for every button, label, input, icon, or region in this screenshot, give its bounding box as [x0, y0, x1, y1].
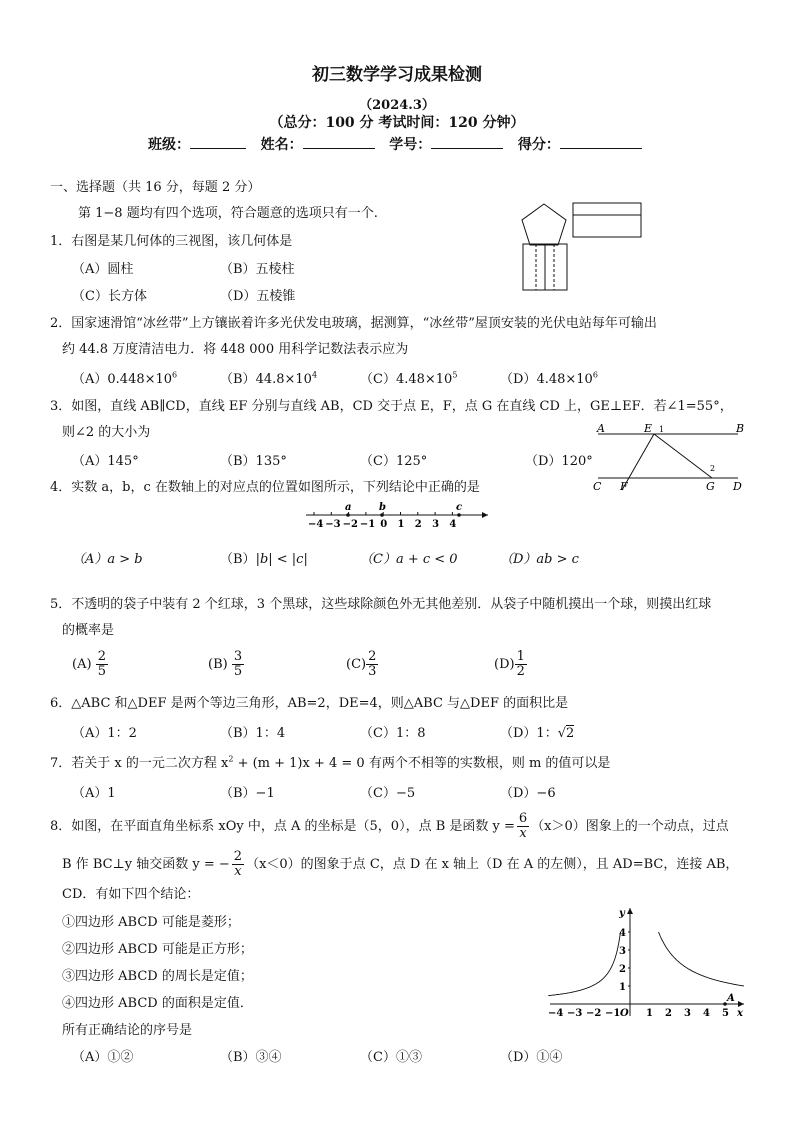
- section-heading: 一、选择题（共 16 分，每题 2 分）: [50, 180, 261, 195]
- q6-option-a[interactable]: （A）1：2: [72, 726, 137, 741]
- q6-option-d[interactable]: （D）1：√2: [500, 726, 575, 741]
- score-field[interactable]: [560, 136, 642, 149]
- origin-label: O: [620, 1008, 629, 1019]
- q1-stem: 1．右图是某几何体的三视图，该几何体是: [50, 234, 293, 249]
- svg-text:E: E: [644, 422, 653, 435]
- y-tick-label: 2: [619, 964, 626, 975]
- q3-option-c[interactable]: （C）125°: [360, 454, 428, 469]
- point-a-label: A: [727, 993, 735, 1004]
- three-view-figure: [515, 198, 645, 294]
- q4-option-b[interactable]: （B）|b| < |c|: [220, 552, 308, 567]
- q8-option-a[interactable]: （A）①②: [72, 1050, 134, 1065]
- x-tick-label: 5: [722, 1008, 729, 1019]
- q1-option-b[interactable]: （B）五棱柱: [220, 262, 295, 277]
- q5-option-d[interactable]: (D) $\frac{1}{2}$: [494, 649, 525, 679]
- q7-option-a[interactable]: （A）1: [72, 786, 116, 801]
- q7-option-d[interactable]: （D）−6: [500, 786, 556, 801]
- q6-option-b[interactable]: （B）1：4: [220, 726, 286, 741]
- x-axis-label: x: [737, 1008, 743, 1019]
- number-line-figure: [302, 498, 492, 530]
- svg-text:C: C: [593, 480, 602, 493]
- curve-negative: [548, 932, 620, 996]
- q2-option-c[interactable]: $(C)4.48\times 10^5$: [360, 370, 458, 387]
- q5-line1: 5．不透明的袋子中装有 2 个红球，3 个黑球，这些球除颜色外无其他差别．从袋子中随机摸出一个球，则摸出红球: [50, 597, 712, 612]
- name-label: 姓名：: [260, 137, 303, 153]
- number-line-tick-label: 1: [397, 519, 405, 530]
- q8-conclusion-2: ②四边形 ABCD 可能是正方形；: [62, 942, 253, 957]
- exam-date: （2024.3）: [359, 98, 435, 113]
- number-line-tick-label: −2: [342, 519, 358, 530]
- score-label: 得分：: [517, 137, 560, 153]
- curve-positive: [659, 932, 745, 986]
- q5-option-b[interactable]: (B) $\frac{3}{5}$: [208, 649, 243, 679]
- q5-option-c[interactable]: (C) $\frac{2}{3}$: [346, 649, 377, 679]
- svg-text:A: A: [597, 422, 605, 435]
- svg-text:b: b: [379, 502, 386, 513]
- q1-option-c[interactable]: （C）长方体: [72, 289, 147, 304]
- q8-line1: 8．如图，在平面直角坐标系 xOy 中，点 A 的坐标是（5，0），点 B 是函数 y = $\frac{6}{x}$ （x＞0）图象上的一个动点，过点: [50, 811, 729, 841]
- inverse-function-graph: [544, 904, 750, 1022]
- q7-option-c[interactable]: （C）−5: [360, 786, 416, 801]
- svg-text:B: B: [736, 422, 745, 435]
- q3-line2: 则∠2 的大小为: [62, 425, 151, 440]
- y-tick-label: 3: [619, 946, 626, 957]
- section-instruction: 第 1−8 题均有四个选项，符合题意的选项只有一个.: [78, 206, 378, 221]
- x-tick-label: −3: [567, 1008, 583, 1019]
- q8-option-c[interactable]: （C）①③: [360, 1050, 422, 1065]
- q8-conclusion-4: ④四边形 ABCD 的面积是定值．: [62, 996, 253, 1011]
- q1-option-a[interactable]: （A）圆柱: [72, 262, 134, 277]
- q8-ask: 所有正确结论的序号是: [62, 1023, 193, 1038]
- q1-option-d[interactable]: （D）五棱锥: [220, 289, 296, 304]
- q2-line2: 约 44.8 万度清洁电力．将 448 000 用科学记数法表示应为: [62, 342, 409, 357]
- number-line-tick-label: 0: [380, 519, 388, 530]
- number-line-tick-label: −1: [359, 519, 376, 530]
- q3-option-a[interactable]: （A）145°: [72, 454, 139, 469]
- svg-text:D: D: [733, 480, 742, 493]
- class-label: 班级：: [148, 137, 190, 153]
- number-line-tick-label: 4: [449, 519, 457, 530]
- y-axis-label: y: [619, 908, 625, 919]
- class-field[interactable]: [190, 136, 246, 149]
- q8-conclusion-3: ③四边形 ABCD 的周长是定值；: [62, 969, 253, 984]
- number-line-tick-label: 2: [414, 519, 422, 530]
- q2-option-a[interactable]: $(A)0.448\times 10^6$: [72, 370, 178, 387]
- q5-option-a[interactable]: (A) $\frac{2}{5}$: [72, 649, 106, 679]
- x-tick-label: 3: [684, 1008, 691, 1019]
- number-line-tick-label: 3: [432, 519, 440, 530]
- x-tick-label: −4: [548, 1008, 564, 1019]
- page-title: 初三数学学习成果检测: [312, 65, 482, 85]
- number-line-tick-label: −3: [325, 519, 341, 530]
- y-tick-label: 4: [619, 928, 626, 939]
- exam-meta: （总分：100 分 考试时间：120 分钟）: [269, 115, 525, 131]
- id-field[interactable]: [431, 136, 503, 149]
- parallel-lines-figure: [588, 420, 748, 496]
- q6-stem: 6．△ABC 和△DEF 是两个等边三角形，AB=2，DE=4，则△ABC 与△DEF 的面积比是: [50, 696, 569, 711]
- q4-option-d[interactable]: （D）ab > c: [500, 552, 579, 567]
- q2-line1: 2．国家速滑馆“冰丝带”上方镶嵌着许多光伏发电玻璃，据测算，“冰丝带”屋顶安装的光伏电站每年可输出: [50, 316, 657, 331]
- q4-stem: 4．实数 a，b，c 在数轴上的对应点的位置如图所示，下列结论中正确的是: [50, 480, 480, 495]
- q8-conclusion-1: ①四边形 ABCD 可能是菱形；: [62, 915, 240, 930]
- q4-option-c[interactable]: （C）a + c < 0: [360, 552, 458, 567]
- svg-text:a: a: [345, 502, 352, 513]
- q8-line3: CD．有如下四个结论：: [62, 887, 200, 902]
- q3-option-b[interactable]: （B）135°: [220, 454, 287, 469]
- svg-text:F: F: [620, 480, 628, 493]
- svg-text:2: 2: [710, 464, 716, 473]
- rect-view: [573, 203, 641, 237]
- q7-stem: 7．若关于 x 的一元二次方程 $x^2 + (m + 1)x + 4 = 0$ 有两个不相等的实数根，则 m 的值可以是: [50, 754, 611, 771]
- x-tick-label: 4: [703, 1008, 710, 1019]
- q3-line1: 3．如图，直线 AB∥CD，直线 EF 分别与直线 AB，CD 交于点 E，F，点 G 在直线 CD 上，GE⊥EF．若∠1=55°，: [50, 399, 733, 414]
- q2-option-b[interactable]: $(B)44.8\times 10^4$: [220, 370, 318, 387]
- x-tick-label: 1: [646, 1008, 653, 1019]
- y-tick-label: 1: [619, 982, 626, 993]
- q2-option-d[interactable]: $(D)4.48\times 10^6$: [500, 370, 598, 387]
- svg-text:G: G: [706, 480, 715, 493]
- q8-line2: B 作 BC⊥y 轴交函数 y = − $\frac{2}{x}$ （x＜0）的图象于点 C，点 D 在 x 轴上（D 在 A 的左侧），且 AD=BC，连接 AB，: [62, 849, 739, 879]
- svg-text:c: c: [456, 502, 463, 513]
- student-info-row: [148, 134, 642, 154]
- q8-option-b[interactable]: （B）③④: [220, 1050, 282, 1065]
- x-tick-label: −2: [586, 1008, 602, 1019]
- x-tick-label: −1: [605, 1008, 621, 1019]
- q5-line2: 的概率是: [62, 623, 115, 638]
- q6-option-c[interactable]: （C）1：8: [360, 726, 426, 741]
- svg-text:1: 1: [659, 425, 665, 434]
- q4-option-a[interactable]: （A）a > b: [72, 552, 143, 567]
- id-label: 学号：: [389, 137, 432, 153]
- q8-option-d[interactable]: （D）①④: [500, 1050, 563, 1065]
- name-field[interactable]: [303, 136, 375, 149]
- x-tick-label: 2: [665, 1008, 672, 1019]
- q7-option-b[interactable]: （B）−1: [220, 786, 275, 801]
- number-line-tick-label: −4: [308, 519, 324, 530]
- q3-option-d[interactable]: （D）120°: [525, 454, 593, 469]
- pentagon-view: [522, 204, 566, 245]
